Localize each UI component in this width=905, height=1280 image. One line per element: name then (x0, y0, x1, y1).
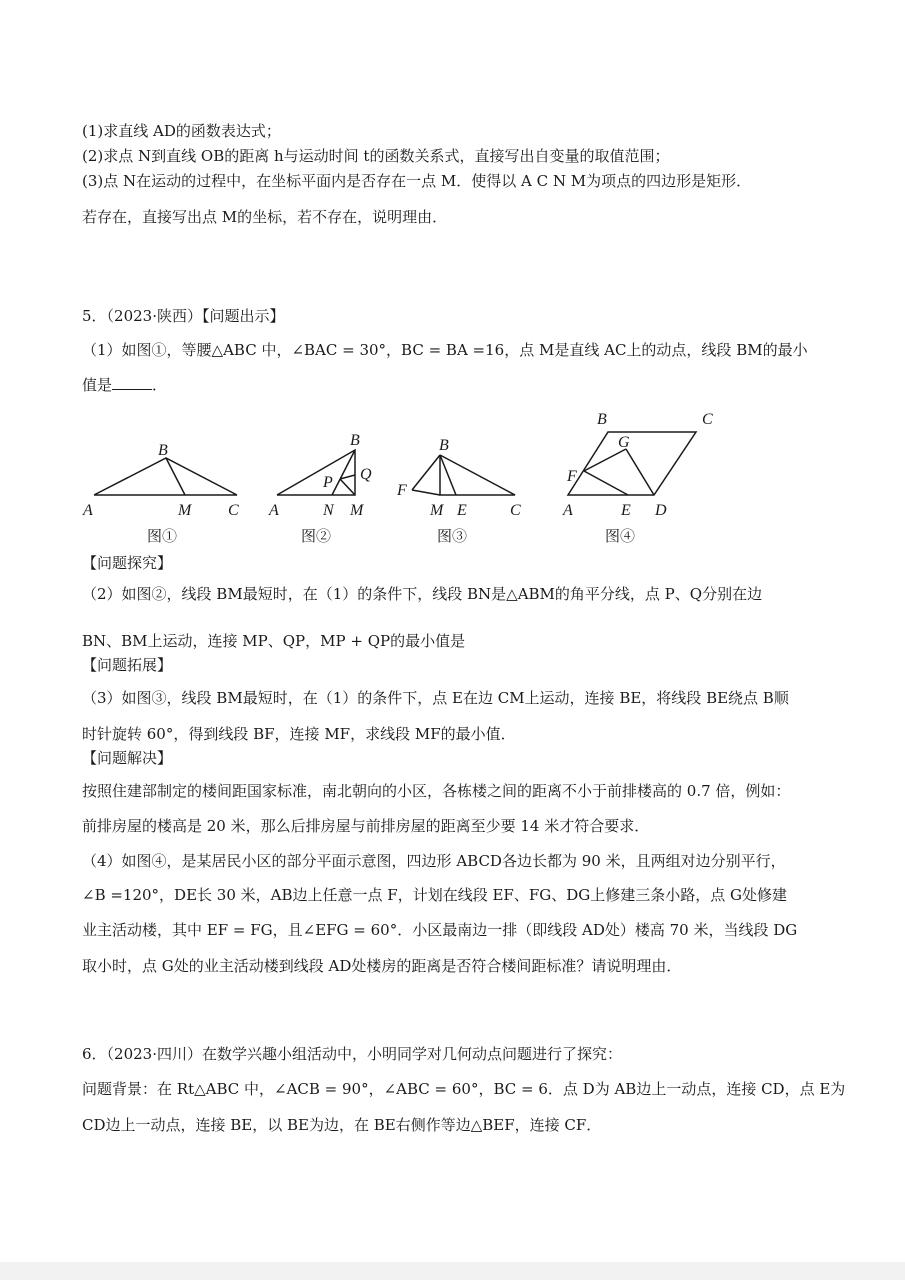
fig2-label-p: P (323, 474, 333, 491)
fig2-label-b: B (350, 432, 360, 449)
q5-part4-line1: 按照住建部制定的楼间距国家标准，南北朝向的小区，各栋楼之间的距离不小于前排楼高的 0.7 倍，例如： (82, 782, 791, 800)
fig3-label-m: M (430, 502, 444, 519)
fig3-label-c: C (510, 502, 521, 519)
fig4-ef (584, 471, 628, 495)
figures-row (0, 405, 905, 535)
q4-part3-cont: 若存在，直接写出点 M的坐标，若不存在，说明理由． (82, 208, 448, 226)
q4-part2: (2)求点 N到直线 OB的距离 h与运动时间 t的函数关系式，直接写出自变量的取值范围； (82, 147, 670, 165)
q5-part4-line6: 取小时，点 G处的业主活动楼到线段 AD处楼房的距离是否符合楼间距标准？请说明理由． (82, 957, 682, 975)
q5-part3-line1: （3）如图③，线段 BM最短时，在（1）的条件下，点 E在边 CM上运动，连接 BE，将线段 BE绕点 B顺 (82, 689, 789, 707)
fig2-caption: 图② (301, 527, 332, 545)
q5-part4-line4: ∠B =120°，DE长 30 米，AB边上任意一点 F，计划在线段 EF、FG、DG上修建三条小路，点 G处修建 (82, 886, 787, 904)
fig1-label-b: B (158, 442, 168, 459)
fig3-bf (412, 455, 440, 490)
q5-part1-answer-lead: 值是 (82, 376, 113, 394)
fig4-label-g: G (618, 434, 630, 451)
fig1-label-m: M (178, 502, 192, 519)
fig4-label-e: E (621, 502, 631, 519)
fig3-label-b: B (439, 437, 449, 454)
q5-header: 5．（2023·陕西）【问题出示】 (82, 307, 285, 325)
fig4-label-c: C (702, 411, 713, 428)
explore-heading: 【问题探究】 (82, 554, 173, 572)
solve-heading: 【问题解决】 (82, 749, 173, 767)
fig4-label-d: D (655, 502, 667, 519)
q5-part1-line1 (82, 340, 808, 360)
fig4-label-f: F (567, 468, 577, 485)
fig1-triangle (94, 458, 237, 495)
q5-part2-line2: BN、BM上运动，连接 MP、QP，MP + QP的最小值是 (82, 632, 466, 650)
fig3-triangle (440, 455, 515, 495)
fig1-label-c: C (228, 502, 239, 519)
q5-part3-line2: 时针旋转 60°，得到线段 BF，连接 MF，求线段 MF的最小值． (82, 725, 516, 743)
fig3-label-e: E (457, 502, 467, 519)
fig2-label-m: M (350, 502, 364, 519)
q5-part4-line5: 业主活动楼，其中 EF = FG，且∠EFG = 60°．小区最南边一排（即线段 AD处）楼高 70 米，当线段 DG (82, 921, 798, 939)
q4-part1: (1)求直线 AD的函数表达式； (82, 122, 281, 140)
fig3-label-f: F (397, 482, 407, 499)
q5-part1-end: ． (152, 376, 168, 394)
fig2-mp (340, 479, 355, 495)
fig3-be (440, 455, 456, 495)
fig4-rhombus (568, 432, 696, 495)
fig4-label-a: A (563, 502, 573, 519)
fig2-label-a: A (269, 502, 279, 519)
q5-part4-line2: 前排房屋的楼高是 20 米，那么后排房屋与前排房屋的距离至少要 14 米才符合要求． (82, 817, 650, 835)
answer-blank[interactable] (112, 375, 152, 390)
fig1-label-a: A (83, 502, 93, 519)
q6-line1: 问题背景：在 Rt△ABC 中，∠ACB = 90°，∠ABC = 60°，BC = 6．点 D为 AB边上一动点，连接 CD，点 E为 (82, 1080, 846, 1098)
fig3-caption: 图③ (437, 527, 468, 545)
q5-part1-line2 (82, 375, 167, 395)
extend-heading: 【问题拓展】 (82, 656, 173, 674)
fig2-label-q: Q (360, 466, 372, 483)
fig1-caption: 图① (147, 527, 178, 545)
q5-part1-lead: （1）如图①，等腰 (82, 341, 212, 359)
q5-part4-line3: （4）如图④，是某居民小区的部分平面示意图，四边形 ABCD各边长都为 90 米，且两组对边分别平行， (82, 852, 786, 870)
fig4-label-b: B (597, 411, 607, 428)
page-footer-bar (0, 1262, 905, 1280)
q5-part1-body: △ABC 中，∠BAC = 30°，BC = BA =16，点 M是直线 AC上的动点，线段 BM的最小 (211, 341, 808, 359)
q4-part3: (3)点 N在运动的过程中，在坐标平面内是否存在一点 M．使得以 A C N M为项点的四边形是矩形． (82, 172, 752, 190)
q6-header: 6．（2023·四川）在数学兴趣小组活动中，小明同学对几何动点问题进行了探究： (82, 1045, 622, 1063)
q5-part2-line1: （2）如图②，线段 BM最短时，在（1）的条件下，线段 BN是△ABM的角平分线，点 P、Q分别在边 (82, 585, 763, 603)
q6-line2: CD边上一动点，连接 BE，以 BE为边，在 BE右侧作等边△BEF，连接 CF． (82, 1116, 602, 1134)
fig2-label-n: N (323, 502, 334, 519)
fig3-fm (412, 490, 440, 495)
fig4-dg (626, 449, 654, 495)
fig4-caption: 图④ (605, 527, 636, 545)
